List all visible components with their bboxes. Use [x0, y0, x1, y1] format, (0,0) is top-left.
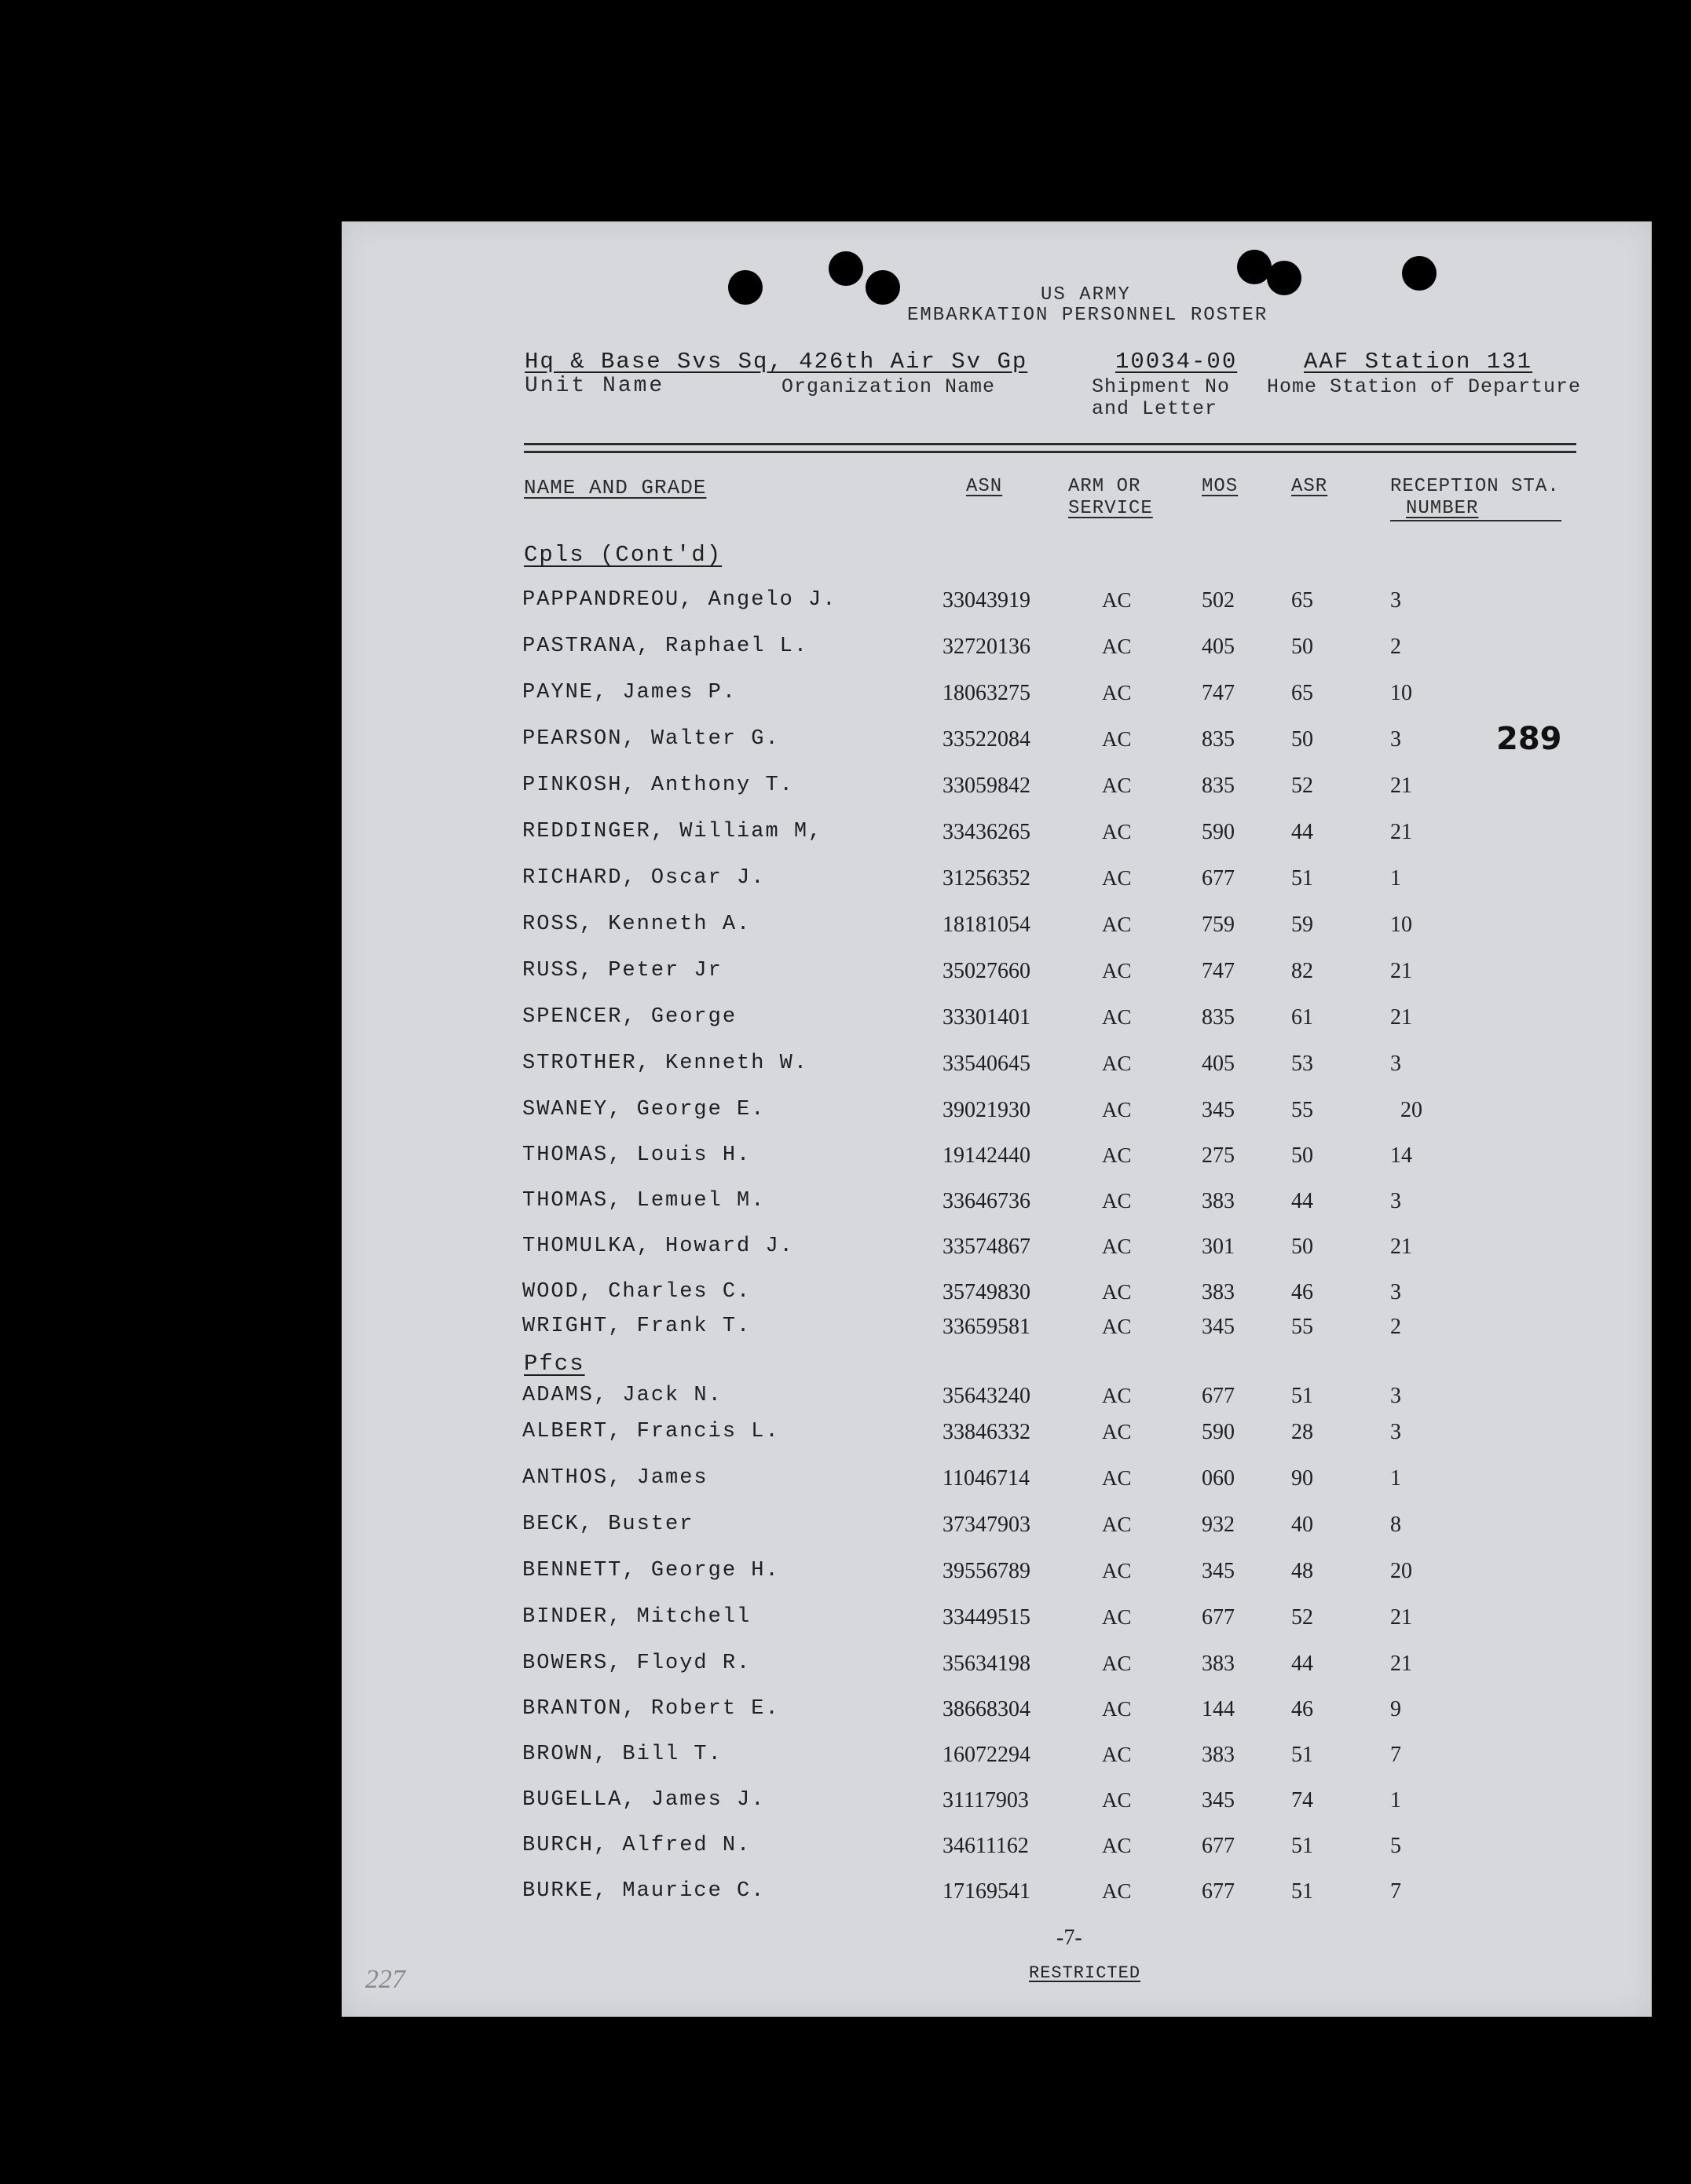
station-value: AAF Station 131 — [1304, 349, 1533, 375]
asr-cell: 65 — [1291, 681, 1313, 705]
asn-cell: 33436265 — [942, 820, 1030, 844]
asr-cell: 51 — [1291, 866, 1313, 891]
name-cell: ROSS, Kenneth A. — [522, 913, 752, 936]
table-row — [342, 1420, 1652, 1454]
asr-cell: 51 — [1291, 1879, 1313, 1904]
name-cell: BOWERS, Floyd R. — [522, 1652, 752, 1675]
asn-cell: 39556789 — [942, 1559, 1030, 1583]
table-row — [342, 635, 1652, 669]
column-underline — [1390, 520, 1561, 521]
table-row — [342, 1143, 1652, 1178]
reception-station-cell: 1 — [1390, 1788, 1401, 1813]
arm-service-cell: AC — [1102, 1005, 1132, 1029]
asr-cell: 74 — [1291, 1788, 1313, 1813]
reception-station-cell: 21 — [1390, 1605, 1412, 1630]
name-cell: THOMAS, Lemuel M. — [522, 1189, 766, 1213]
asn-cell: 35749830 — [942, 1280, 1030, 1304]
mos-cell: 383 — [1202, 1652, 1235, 1676]
asn-cell: 33574867 — [942, 1235, 1030, 1259]
arm-service-cell: AC — [1102, 1466, 1132, 1490]
asn-cell: 16072294 — [942, 1743, 1030, 1767]
table-row — [342, 1559, 1652, 1593]
section-title-cpls: Cpls (Cont'd) — [524, 542, 723, 568]
mos-cell: 677 — [1202, 1384, 1235, 1408]
asr-cell: 82 — [1291, 959, 1313, 983]
asn-cell: 31256352 — [942, 866, 1030, 891]
name-cell: PAYNE, James P. — [522, 681, 738, 704]
table-row — [342, 866, 1652, 901]
arm-service-cell: AC — [1102, 588, 1132, 612]
arm-service-cell: AC — [1102, 1280, 1132, 1304]
name-cell: RICHARD, Oscar J. — [522, 866, 766, 890]
name-cell: RUSS, Peter Jr — [522, 959, 723, 982]
asr-cell: 50 — [1291, 1143, 1313, 1168]
name-cell: ADAMS, Jack N. — [522, 1384, 723, 1407]
table-row — [342, 1652, 1652, 1686]
reception-station-cell: 7 — [1390, 1743, 1401, 1767]
asr-cell: 46 — [1291, 1280, 1313, 1304]
mos-cell: 932 — [1202, 1513, 1235, 1537]
table-row — [342, 1052, 1652, 1086]
asn-cell: 39021930 — [942, 1098, 1030, 1122]
header-rule — [524, 451, 1576, 453]
asr-cell: 44 — [1291, 1652, 1313, 1676]
mos-cell: 759 — [1202, 913, 1235, 937]
punch-hole — [829, 251, 863, 286]
mos-cell: 835 — [1202, 774, 1235, 798]
asn-cell: 33540645 — [942, 1052, 1030, 1076]
reception-station-cell: 8 — [1390, 1513, 1401, 1537]
reception-station-cell: 21 — [1390, 1235, 1412, 1259]
asr-cell: 52 — [1291, 1605, 1313, 1630]
stamp-number: 289 — [1496, 721, 1562, 757]
reception-station-cell: 1 — [1390, 866, 1401, 891]
table-row — [342, 1788, 1652, 1823]
table-row — [342, 820, 1652, 854]
reception-station-cell: 21 — [1390, 774, 1412, 798]
arm-service-cell: AC — [1102, 1189, 1132, 1213]
asn-cell: 38668304 — [942, 1697, 1030, 1721]
mos-cell: 345 — [1202, 1559, 1235, 1583]
arm-service-cell: AC — [1102, 1315, 1132, 1338]
arm-service-cell: AC — [1102, 1513, 1132, 1536]
reception-station-cell: 3 — [1390, 1384, 1401, 1408]
name-cell: PASTRANA, Raphael L. — [522, 635, 809, 658]
reception-station-cell: 14 — [1390, 1143, 1412, 1168]
asr-cell: 51 — [1291, 1384, 1313, 1408]
arm-service-cell: AC — [1102, 1652, 1132, 1675]
mos-cell: 275 — [1202, 1143, 1235, 1168]
asr-cell: 50 — [1291, 635, 1313, 659]
reception-station-cell: 2 — [1390, 1315, 1401, 1339]
asr-cell: 46 — [1291, 1697, 1313, 1721]
asn-cell: 11046714 — [942, 1466, 1030, 1491]
arm-service-cell: AC — [1102, 866, 1132, 890]
reception-station-cell: 3 — [1390, 1280, 1401, 1304]
table-row — [342, 1697, 1652, 1732]
asr-cell: 44 — [1291, 1189, 1313, 1213]
table-row — [342, 1384, 1652, 1418]
name-cell: BURCH, Alfred N. — [522, 1834, 752, 1857]
shipment-label-1: Shipment No — [1092, 375, 1231, 398]
mos-cell: 405 — [1202, 635, 1235, 659]
shipment-label-2: and Letter — [1092, 397, 1218, 420]
reception-station-cell: 1 — [1390, 1466, 1401, 1491]
asn-cell: 33522084 — [942, 727, 1030, 752]
asn-cell: 18181054 — [942, 913, 1030, 937]
reception-station-cell: 9 — [1390, 1697, 1401, 1721]
reception-station-cell: 5 — [1390, 1834, 1401, 1858]
column-header-arm-1: ARM OR — [1068, 476, 1141, 497]
section-title-pfcs: Pfcs — [524, 1351, 585, 1377]
arm-service-cell: AC — [1102, 1420, 1132, 1443]
asr-cell: 55 — [1291, 1315, 1313, 1339]
punch-hole — [1402, 256, 1437, 291]
shipment-value: 10034-00 — [1115, 349, 1238, 375]
station-label: Home Station of Departure — [1267, 375, 1582, 398]
mos-cell: 747 — [1202, 959, 1235, 983]
name-cell: ALBERT, Francis L. — [522, 1420, 780, 1443]
arm-service-cell: AC — [1102, 1384, 1132, 1407]
name-cell: BUGELLA, James J. — [522, 1788, 766, 1812]
table-row — [342, 1098, 1652, 1132]
mos-cell: 383 — [1202, 1189, 1235, 1213]
asn-cell: 33449515 — [942, 1605, 1030, 1630]
asr-cell: 59 — [1291, 913, 1313, 937]
reception-station-cell: 7 — [1390, 1879, 1401, 1904]
reception-station-cell: 10 — [1390, 913, 1412, 937]
arm-service-cell: AC — [1102, 913, 1132, 936]
table-row — [342, 1743, 1652, 1777]
arm-service-cell: AC — [1102, 1143, 1132, 1167]
arm-service-cell: AC — [1102, 774, 1132, 797]
classification-marking: RESTRICTED — [1029, 1963, 1141, 1983]
mos-cell: 590 — [1202, 1420, 1235, 1444]
mos-cell: 677 — [1202, 1879, 1235, 1904]
arm-service-cell: AC — [1102, 1879, 1132, 1903]
arm-service-cell: AC — [1102, 1743, 1132, 1766]
punch-hole — [1267, 261, 1301, 295]
asn-cell: 31117903 — [942, 1788, 1029, 1813]
asn-cell: 35643240 — [942, 1384, 1030, 1408]
organization-label: Organization Name — [781, 375, 996, 398]
mos-cell: 144 — [1202, 1697, 1235, 1721]
name-cell: PAPPANDREOU, Angelo J. — [522, 588, 837, 612]
asr-cell: 40 — [1291, 1513, 1313, 1537]
punch-hole — [866, 270, 900, 305]
asr-cell: 50 — [1291, 727, 1313, 752]
asr-cell: 51 — [1291, 1834, 1313, 1858]
reception-station-cell: 10 — [1390, 681, 1412, 705]
table-row — [342, 1235, 1652, 1269]
table-row — [342, 774, 1652, 808]
table-row — [342, 1466, 1652, 1501]
mos-cell: 835 — [1202, 1005, 1235, 1030]
asn-cell: 33846332 — [942, 1420, 1030, 1444]
name-cell: BECK, Buster — [522, 1513, 694, 1536]
asn-cell: 33043919 — [942, 588, 1030, 613]
mos-cell: 060 — [1202, 1466, 1235, 1491]
asr-cell: 55 — [1291, 1098, 1313, 1122]
name-cell: THOMULKA, Howard J. — [522, 1235, 794, 1258]
mos-cell: 345 — [1202, 1315, 1235, 1339]
column-header-arm-2: SERVICE — [1068, 498, 1153, 519]
asr-cell: 61 — [1291, 1005, 1313, 1030]
table-row — [342, 913, 1652, 947]
table-row — [342, 1189, 1652, 1224]
reception-station-cell: 21 — [1390, 820, 1412, 844]
reception-station-cell: 21 — [1390, 959, 1412, 983]
asr-cell: 53 — [1291, 1052, 1313, 1076]
arm-service-cell: AC — [1102, 727, 1132, 751]
asr-cell: 51 — [1291, 1743, 1313, 1767]
mos-cell: 747 — [1202, 681, 1235, 705]
mos-cell: 383 — [1202, 1280, 1235, 1304]
reception-station-cell: 3 — [1390, 727, 1401, 752]
asn-cell: 33301401 — [942, 1005, 1030, 1030]
name-cell: WOOD, Charles C. — [522, 1280, 752, 1304]
table-row — [342, 1280, 1652, 1315]
reception-station-cell: 3 — [1390, 588, 1401, 613]
mos-cell: 405 — [1202, 1052, 1235, 1076]
asr-cell: 44 — [1291, 820, 1313, 844]
roster-page — [342, 221, 1652, 2017]
arm-service-cell: AC — [1102, 681, 1132, 704]
arm-service-cell: AC — [1102, 1052, 1132, 1075]
arm-service-cell: AC — [1102, 1559, 1132, 1582]
unit-name-label: Unit Name — [525, 374, 665, 398]
table-row — [342, 681, 1652, 715]
reception-station-cell: 3 — [1390, 1052, 1401, 1076]
column-header-rec-1: RECEPTION STA. — [1390, 476, 1560, 497]
asn-cell: 37347903 — [942, 1513, 1030, 1537]
name-cell: SPENCER, George — [522, 1005, 738, 1029]
column-header-rec-2: NUMBER — [1406, 498, 1479, 519]
name-cell: BENNETT, George H. — [522, 1559, 780, 1582]
table-row — [342, 588, 1652, 623]
name-cell: WRIGHT, Frank T. — [522, 1315, 752, 1338]
reception-station-cell: 3 — [1390, 1189, 1401, 1213]
arm-service-cell: AC — [1102, 1235, 1132, 1258]
name-cell: ANTHOS, James — [522, 1466, 708, 1490]
name-cell: BINDER, Mitchell — [522, 1605, 752, 1629]
reception-station-cell: 21 — [1390, 1652, 1412, 1676]
table-row — [342, 959, 1652, 993]
table-row — [342, 1513, 1652, 1547]
arm-service-cell: AC — [1102, 1788, 1132, 1812]
header-line-1: US ARMY — [1041, 284, 1131, 305]
asn-cell: 35634198 — [942, 1652, 1030, 1676]
mos-cell: 502 — [1202, 588, 1235, 613]
mos-cell: 835 — [1202, 727, 1235, 752]
arm-service-cell: AC — [1102, 1697, 1132, 1721]
reception-station-cell: 21 — [1390, 1005, 1412, 1030]
name-cell: BRANTON, Robert E. — [522, 1697, 780, 1721]
asn-cell: 33646736 — [942, 1189, 1030, 1213]
asn-cell: 19142440 — [942, 1143, 1030, 1168]
name-cell: BROWN, Bill T. — [522, 1743, 723, 1766]
punch-hole — [728, 270, 763, 305]
reception-station-cell: 20 — [1400, 1098, 1422, 1122]
asr-cell: 28 — [1291, 1420, 1313, 1444]
arm-service-cell: AC — [1102, 959, 1132, 982]
name-cell: PEARSON, Walter G. — [522, 727, 780, 751]
asn-cell: 33059842 — [942, 774, 1030, 798]
asn-cell: 33659581 — [942, 1315, 1030, 1339]
mos-cell: 345 — [1202, 1788, 1235, 1813]
asr-cell: 90 — [1291, 1466, 1313, 1491]
asn-cell: 34611162 — [942, 1834, 1029, 1858]
asn-cell: 17169541 — [942, 1879, 1030, 1904]
name-cell: SWANEY, George E. — [522, 1098, 766, 1121]
arm-service-cell: AC — [1102, 820, 1132, 843]
name-cell: THOMAS, Louis H. — [522, 1143, 752, 1167]
mos-cell: 345 — [1202, 1098, 1235, 1122]
asr-cell: 50 — [1291, 1235, 1313, 1259]
asn-cell: 32720136 — [942, 635, 1030, 659]
handwritten-number: 227 — [365, 1965, 405, 1994]
mos-cell: 301 — [1202, 1235, 1235, 1259]
mos-cell: 677 — [1202, 1834, 1235, 1858]
column-header-mos: MOS — [1202, 476, 1239, 497]
name-cell: REDDINGER, William M, — [522, 820, 823, 843]
column-header-asn: ASN — [966, 476, 1003, 497]
asr-cell: 65 — [1291, 588, 1313, 613]
table-row — [342, 1005, 1652, 1040]
name-cell: STROTHER, Kenneth W. — [522, 1052, 809, 1075]
mos-cell: 383 — [1202, 1743, 1235, 1767]
name-cell: PINKOSH, Anthony T. — [522, 774, 794, 797]
page-number: -7- — [1056, 1926, 1082, 1950]
unit-name-value: Hq & Base Svs Sq, 426th Air Sv Gp — [525, 349, 1028, 375]
reception-station-cell: 2 — [1390, 635, 1401, 659]
column-header-name: NAME AND GRADE — [524, 476, 707, 499]
table-row — [342, 1315, 1652, 1349]
reception-station-cell: 3 — [1390, 1420, 1401, 1444]
arm-service-cell: AC — [1102, 1834, 1132, 1857]
arm-service-cell: AC — [1102, 1605, 1132, 1629]
mos-cell: 590 — [1202, 820, 1235, 844]
header-rule — [524, 443, 1576, 445]
table-row — [342, 1879, 1652, 1914]
column-header-asr: ASR — [1291, 476, 1328, 497]
asr-cell: 52 — [1291, 774, 1313, 798]
mos-cell: 677 — [1202, 1605, 1235, 1630]
mos-cell: 677 — [1202, 866, 1235, 891]
asr-cell: 48 — [1291, 1559, 1313, 1583]
table-row — [342, 1605, 1652, 1640]
header-line-2: EMBARKATION PERSONNEL ROSTER — [907, 305, 1268, 326]
table-row — [342, 727, 1652, 762]
reception-station-cell: 20 — [1390, 1559, 1412, 1583]
asn-cell: 18063275 — [942, 681, 1030, 705]
name-cell: BURKE, Maurice C. — [522, 1879, 766, 1903]
asn-cell: 35027660 — [942, 959, 1030, 983]
arm-service-cell: AC — [1102, 635, 1132, 658]
table-row — [342, 1834, 1652, 1868]
arm-service-cell: AC — [1102, 1098, 1132, 1121]
